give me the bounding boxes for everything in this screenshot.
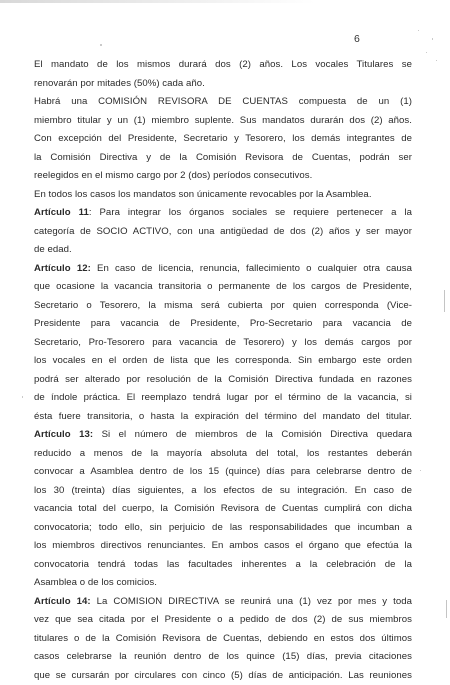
scan-speck: [418, 30, 419, 31]
line-text: convocatoria; todo ello, sin perjuicio de las responsabilidades que incumban a: [34, 522, 412, 533]
text-line: [34, 426, 412, 445]
line-text: los vocales en el orden de lista que les corresponda. Sin embargo este orden: [34, 355, 412, 366]
text-line: [34, 389, 412, 408]
text-line: [34, 278, 412, 297]
text-line: [34, 204, 412, 223]
text-line: [34, 334, 412, 353]
text-line: [34, 445, 412, 464]
text-line: [34, 648, 412, 667]
line-text: Habrá una COMISIÓN REVISORA DE CUENTAS compuesta de un (1): [34, 96, 412, 107]
line-text: La COMISION DIRECTIVA se reunirá una (1) vez por mes y toda: [91, 596, 412, 607]
line-text: de edad.: [34, 244, 72, 255]
text-line: [34, 93, 412, 112]
text-line: [34, 186, 412, 205]
line-text: los 30 (treinta) días siguientes, a los efectos de su integración. En caso de: [34, 485, 412, 496]
scan-speck: [426, 52, 427, 53]
line-text: categoría de SOCIO ACTIVO, con una antigüedad de dos (2) años y ser mayor: [34, 226, 412, 237]
text-line: [34, 611, 412, 630]
text-line: [34, 130, 412, 149]
document-body: [34, 56, 412, 685]
line-text: de índole práctica. El reemplazo tendrá lugar por el término de la vacancia, si: [34, 392, 412, 403]
text-line: [34, 630, 412, 649]
line-text: En caso de licencia, renuncia, fallecimiento o cualquier otra causa: [91, 263, 412, 274]
text-line: [34, 223, 412, 242]
scan-speck: [420, 470, 421, 471]
text-line: [34, 371, 412, 390]
text-line: [34, 537, 412, 556]
scan-edge-shadow: [0, 0, 450, 3]
scan-edge-mark: [444, 290, 445, 312]
text-line: [34, 519, 412, 538]
text-line: [34, 56, 412, 75]
line-text: Secretario, Pro-Tesorero para vacancia de Tesorero) y los demás cargos por: [34, 337, 412, 348]
line-text: Si el número de miembros de la Comisión Directiva quedara: [93, 429, 412, 440]
line-text: : Para integrar los órganos sociales se requiere pertenecer a la: [89, 207, 412, 218]
line-text: vez que sea citada por el Presidente o a pedido de dos (2) de sus miembros: [34, 614, 412, 625]
line-text: renovarán por mitades (50%) cada año.: [34, 78, 205, 89]
text-line: [34, 574, 412, 593]
line-text: reducido a menos de la mayoría absoluta del total, los restantes deberán: [34, 448, 412, 459]
line-text: convocatoria tendrá todas las facultades inherentes a la celebración de la: [34, 559, 412, 570]
text-line: [34, 112, 412, 131]
line-text: Con excepción del Presidente, Secretario y Tesorero, los demás integrantes de: [34, 133, 412, 144]
line-text: ésta fuere transitoria, o hasta la expiración del término del mandato del titular.: [34, 411, 412, 422]
text-line: [34, 149, 412, 168]
article-heading: Artículo 12:: [34, 263, 91, 274]
text-line: [34, 297, 412, 316]
line-text: los miembros directivos renunciantes. En ambos casos el órgano que efectúa la: [34, 540, 412, 551]
line-text: que ocasione la vacancia transitoria o permanente de los cargos de Presidente,: [34, 281, 412, 292]
line-text: Presidente para vacancia de Presidente, Pro-Secretario para vacancia de: [34, 318, 412, 329]
text-line: [34, 408, 412, 427]
line-text: casos celebrarse la reunión dentro de los quince (15) días, previa citaciones: [34, 651, 412, 662]
text-line: [34, 260, 412, 279]
line-text: Secretario o Tesorero, la misma será cubierta por quien corresponda (Vice-: [34, 300, 412, 311]
text-line: [34, 482, 412, 501]
text-line: [34, 667, 412, 685]
text-line: [34, 75, 412, 94]
line-text: Asamblea o de los comicios.: [34, 577, 157, 588]
scan-speck: [22, 396, 23, 398]
article-heading: Artículo 14:: [34, 596, 91, 607]
line-text: miembro titular y un (1) miembro suplente. Sus mandatos durarán dos (2) años.: [34, 115, 412, 126]
text-line: [34, 315, 412, 334]
text-line: [34, 241, 412, 260]
text-line: [34, 500, 412, 519]
line-text: que se cursarán por circulares con cinco (5) días de anticipación. Las reuniones: [34, 670, 412, 681]
text-line: [34, 593, 412, 612]
line-text: titulares o de la Comisión Revisora de Cuentas, debiendo en estos dos últimos: [34, 633, 412, 644]
page-number: 6: [354, 33, 360, 45]
scan-speck: [100, 44, 102, 46]
line-text: la Comisión Directiva y de la Comisión Revisora de Cuentas, podrán ser: [34, 152, 412, 163]
line-text: podrá ser alterado por resolución de la Comisión Directiva fundada en razones: [34, 374, 412, 385]
line-text: El mandato de los mismos durará dos (2) años. Los vocales Titulares se: [34, 59, 412, 70]
line-text: convocar a Asamblea dentro de los 15 (quince) días para celebrarse dentro de: [34, 466, 412, 477]
article-heading: Artículo 13:: [34, 429, 93, 440]
scan-speck: [432, 38, 433, 40]
text-line: [34, 167, 412, 186]
text-line: [34, 556, 412, 575]
scan-edge-mark: [446, 600, 447, 618]
text-line: [34, 463, 412, 482]
scan-speck: [436, 60, 437, 61]
text-line: [34, 352, 412, 371]
line-text: reelegidos en el mismo cargo por 2 (dos) períodos consecutivos.: [34, 170, 312, 181]
article-heading: Artículo 11: [34, 207, 89, 218]
line-text: En todos los casos los mandatos son únicamente revocables por la Asamblea.: [34, 189, 372, 200]
line-text: vacancia total del cuerpo, la Comisión Revisora de Cuentas cumplirá con dicha: [34, 503, 412, 514]
